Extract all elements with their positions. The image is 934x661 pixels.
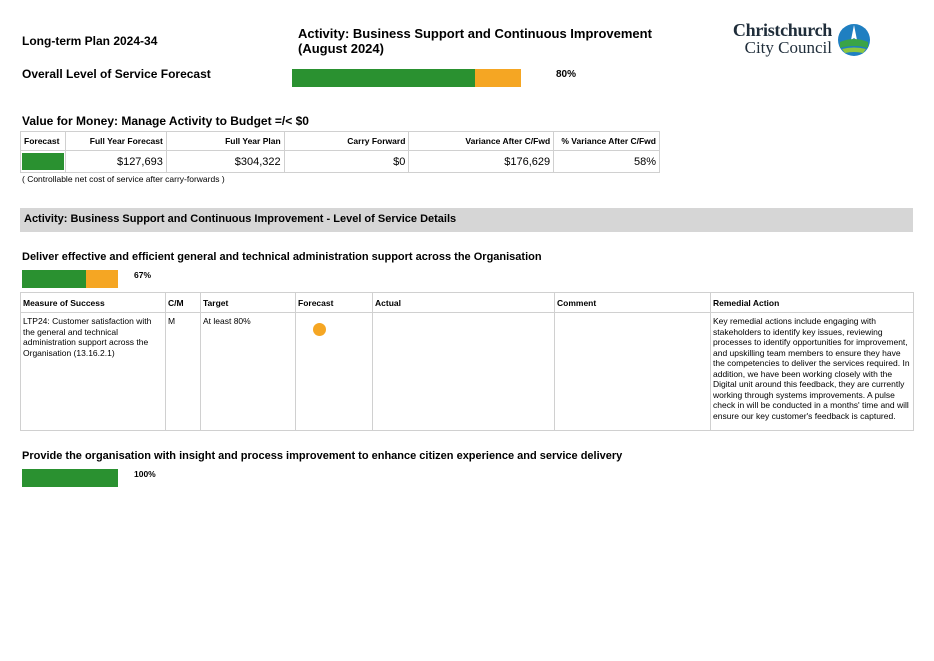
- col-cm: C/M: [166, 293, 201, 313]
- pct-variance-value: 58%: [554, 151, 660, 173]
- col-target: Target: [201, 293, 296, 313]
- forecast-green-indicator: [22, 153, 64, 170]
- activity-title: Activity: Business Support and Continuous Improvement (August 2024): [298, 26, 652, 56]
- cm-cell: M: [166, 313, 201, 431]
- section1-title: Deliver effective and efficient general and technical administration support across the Organisation: [22, 251, 542, 263]
- variance-value: $176,629: [409, 151, 554, 173]
- bar-green-segment: [22, 469, 118, 487]
- forecast-orange-dot: [313, 323, 326, 336]
- details-band: [20, 208, 913, 232]
- plan-label: Long-term Plan 2024-34: [22, 34, 158, 48]
- measures-table: [20, 292, 914, 431]
- remedial-cell: Key remedial actions include engaging with stakeholders to identify key issues, reviewing processes to identify opportunities for improvement, and upskilling team members to ensure they have the competencies to deliver the services required. In addition, we have been working closely with the Digital unit around this feedback, they are currently working through systems improvements. A pulse check in will be conducted in a months' time and will ensure our key customer's feedback is captured.: [711, 313, 914, 431]
- section2-percent: 100%: [134, 469, 156, 479]
- council-logo: [732, 22, 877, 62]
- bar-orange-segment: [86, 270, 118, 288]
- budget-note: ( Controllable net cost of service after carry-forwards ): [22, 174, 225, 184]
- col-remedial: Remedial Action: [711, 293, 914, 313]
- col-measure: Measure of Success: [21, 293, 166, 313]
- col-full-year-forecast: Full Year Forecast: [65, 132, 166, 151]
- measures-header-row: [21, 293, 914, 313]
- bar-green-segment: [22, 270, 86, 288]
- logo-line2: City Council: [744, 38, 832, 57]
- col-comment: Comment: [555, 293, 711, 313]
- overall-forecast-label: Overall Level of Service Forecast: [22, 67, 211, 81]
- bar-orange-segment: [475, 69, 521, 87]
- col-actual: Actual: [373, 293, 555, 313]
- col-variance: Variance After C/Fwd: [409, 132, 554, 151]
- forecast-status-cell: [21, 151, 66, 173]
- cathedral-icon: [836, 22, 872, 58]
- section2-bar: [22, 469, 118, 487]
- budget-row: [21, 151, 660, 173]
- full-year-forecast-value: $127,693: [65, 151, 166, 173]
- target-cell: At least 80%: [201, 313, 296, 431]
- actual-cell: [373, 313, 555, 431]
- forecast-cell: [296, 313, 373, 431]
- measure-cell: LTP24: Customer satisfaction with the general and technical administration support across the Organisation (13.16.2.1): [21, 313, 166, 431]
- comment-cell: [555, 313, 711, 431]
- table-row: [21, 313, 914, 431]
- col-pct-variance: % Variance After C/Fwd: [554, 132, 660, 151]
- col-carry-forward: Carry Forward: [284, 132, 409, 151]
- section1-percent: 67%: [134, 270, 152, 280]
- budget-table: [20, 131, 660, 173]
- overall-percent: 80%: [556, 69, 577, 80]
- value-for-money-title: Value for Money: Manage Activity to Budget =/< $0: [22, 114, 309, 128]
- full-year-plan-value: $304,322: [166, 151, 284, 173]
- logo-line1: Christchurch: [732, 20, 832, 40]
- col-full-year-plan: Full Year Plan: [166, 132, 284, 151]
- budget-header-row: [21, 132, 660, 151]
- section1-bar: [22, 270, 118, 288]
- carry-forward-value: $0: [284, 151, 409, 173]
- col-forecast: Forecast: [296, 293, 373, 313]
- section2-title: Provide the organisation with insight and process improvement to enhance citizen experience and service delivery: [22, 450, 623, 462]
- details-band-title: Activity: Business Support and Continuous Improvement - Level of Service Details: [24, 213, 457, 225]
- col-forecast: Forecast: [21, 132, 66, 151]
- overall-forecast-bar: [292, 69, 521, 87]
- bar-green-segment: [292, 69, 475, 87]
